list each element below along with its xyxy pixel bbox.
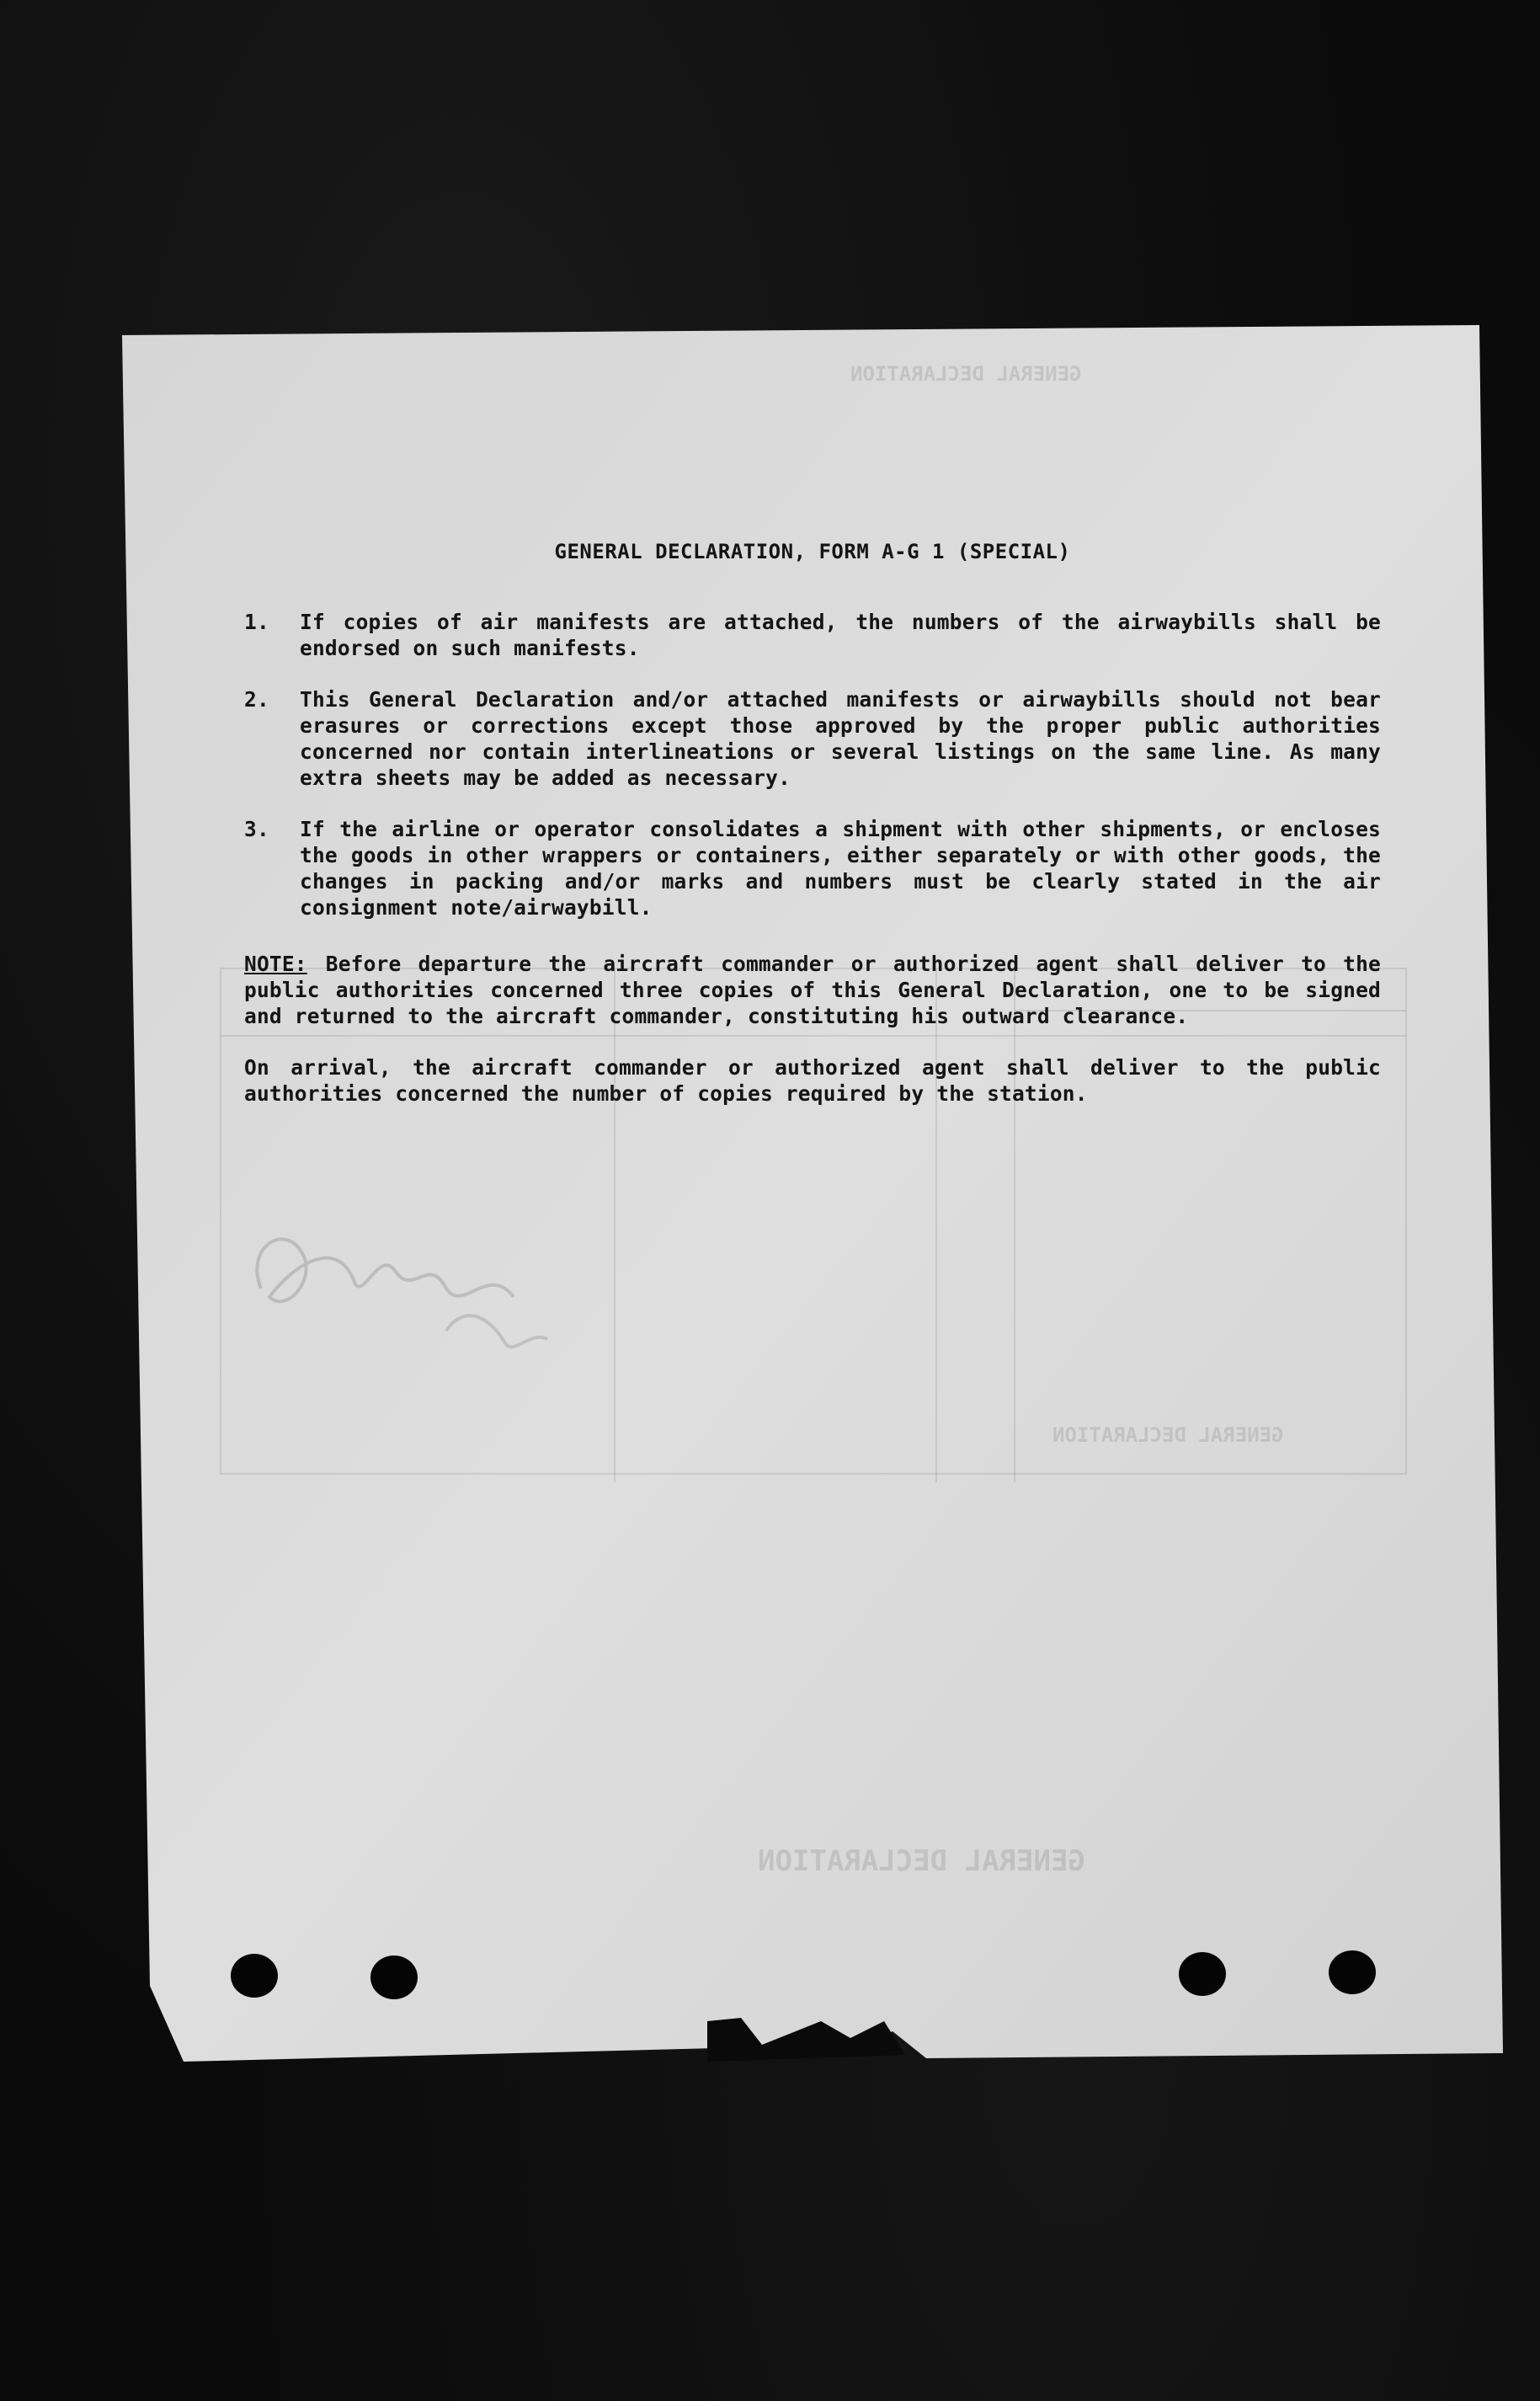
punch-hole	[370, 1955, 418, 1999]
punch-hole	[231, 1954, 278, 1998]
punch-hole	[1329, 1950, 1376, 1994]
item-text: If the airline or operator consolidates a shipment with other shipments, or encloses the goods in other wrappers or containers, either separately or with other goods, the changes in packing and/or marks and numbers must be clearly stated in the air consignment note/airwaybill.	[300, 817, 1381, 920]
note-label: NOTE:	[244, 952, 307, 976]
instruction-item	[244, 609, 1381, 661]
note-paragraph	[244, 951, 1381, 1029]
instruction-item	[244, 816, 1381, 920]
document-body	[244, 539, 1381, 1107]
item-text: If copies of air manifests are attached, the numbers of the airwaybills shall be endorsed on such manifests.	[300, 610, 1381, 660]
item-number: 3.	[244, 817, 269, 841]
note-text: Before departure the aircraft commander or authorized agent shall deliver to the public authorities concerned three copies of this General Declaration, one to be signed and returned to the aircraft commander, constituting his outward clearance.	[244, 952, 1381, 1028]
item-text: This General Declaration and/or attached manifests or airwaybills should not bear erasures or corrections except those approved by the proper public authorities concerned nor contain interlineations or several listings on the same line. As many extra sheets may be added as necessary.	[300, 687, 1381, 790]
item-number: 1.	[244, 610, 269, 634]
show-through-text: GENERAL DECLARATION	[850, 362, 1082, 386]
item-number: 2.	[244, 687, 269, 712]
faint-signature	[236, 1187, 573, 1373]
punch-hole	[1179, 1952, 1226, 1996]
show-through-text: GENERAL DECLARATION	[758, 1844, 1085, 1878]
document-title: GENERAL DECLARATION, FORM A-G 1 (SPECIAL)	[554, 540, 1071, 563]
show-through-text: GENERAL DECLARATION	[1052, 1423, 1284, 1447]
arrival-paragraph: On arrival, the aircraft commander or authorized agent shall deliver to the public authorities concerned the number of copies required by the station.	[244, 1055, 1381, 1106]
instruction-item	[244, 686, 1381, 791]
